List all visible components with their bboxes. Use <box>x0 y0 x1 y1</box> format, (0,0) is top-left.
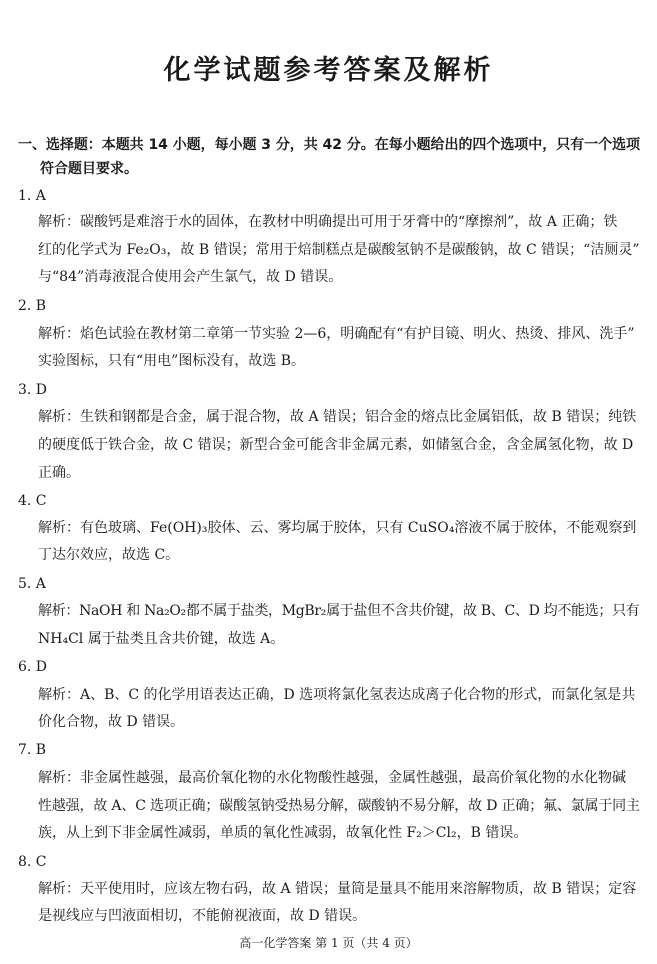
explanation-1-line-3: 与“84”消毒液混合使用会产生氯气，故 D 错误。 <box>38 269 343 285</box>
explanation-7-line-1: 解析：非金属性越强，最高价氧化物的水化物酸性越强，金属性越强，最高价氧化物的水化物碱 <box>38 770 626 786</box>
answer-6: 6. D <box>18 659 48 675</box>
answer-4: 4. C <box>18 493 47 509</box>
section-heading-line-1: 一、选择题：本题共 14 小题，每小题 3 分，共 42 分。在每小题给出的四个选项中，只有一个选项 <box>18 137 640 153</box>
explanation-6-line-2: 价化合物，故 D 错误。 <box>38 714 185 730</box>
explanation-2-line-1: 解析：焰色试验在教材第二章第一节实验 2—6，明确配有“有护目镜、明火、热烫、排风、洗手” <box>38 326 635 342</box>
answer-1: 1. A <box>18 188 46 204</box>
explanation-8-line-1: 解析：天平使用时，应该左物右码，故 A 错误；量筒是量具不能用来溶解物质，故 B 错误；定容 <box>38 881 637 897</box>
answer-5: 5. A <box>18 576 46 592</box>
explanation-1-line-2: 红的化学式为 Fe₂O₃，故 B 错误；常用于焙制糕点是碳酸氢钠不是碳酸钠，故 C 错误；“洁厕灵” <box>38 242 640 258</box>
page-title: 化学试题参考答案及解析 <box>163 55 494 86</box>
explanation-6-line-1: 解析：A、B、C 的化学用语表达正确，D 选项将氯化氢表达成离子化合物的形式，而氯化氢是共 <box>38 687 636 703</box>
answer-2: 2. B <box>18 298 47 314</box>
explanation-3-line-3: 正确。 <box>38 465 80 481</box>
explanation-4-line-2: 丁达尔效应，故选 C。 <box>38 547 180 563</box>
explanation-2-line-2: 实验图标，只有“用电”图标没有，故选 B。 <box>38 353 306 369</box>
explanation-3-line-2: 的硬度低于铁合金，故 C 错误；新型合金可能含非金属元素，如储氢合金，含金属氢化物，故 D <box>38 437 634 453</box>
answer-3: 3. D <box>18 382 48 398</box>
explanation-7-line-3: 族，从上到下非金属性减弱，单质的氧化性减弱，故氧化性 F₂＞Cl₂，B 错误。 <box>38 825 528 841</box>
explanation-3-line-1: 解析：生铁和钢都是合金，属于混合物，故 A 错误；铝合金的熔点比金属铝低，故 B 错误；纯铁 <box>38 409 637 425</box>
explanation-1-line-1: 解析：碳酸钙是难溶于水的固体，在教材中明确提出可用于牙膏中的“摩擦剂”，故 A 正确；铁 <box>38 214 618 230</box>
answer-8: 8. C <box>18 854 47 870</box>
explanation-7-line-2: 性越强，故 A、C 选项正确；碳酸氢钠受热易分解，碳酸钠不易分解，故 D 正确；氟、氯属于同主 <box>38 798 640 814</box>
explanation-4-line-1: 解析：有色玻璃、Fe(OH)₃胶体、云、雾均属于胶体，只有 CuSO₄溶液不属于胶体，不能观察到 <box>38 520 637 536</box>
answer-7: 7. B <box>18 742 47 758</box>
explanation-5-line-2: NH₄Cl 属于盐类且含共价键，故选 A。 <box>38 631 285 647</box>
section-heading-line-2: 符合题目要求。 <box>40 161 138 177</box>
page-footer: 高一化学答案 第 1 页（共 4 页） <box>239 936 418 950</box>
explanation-5-line-1: 解析：NaOH 和 Na₂O₂都不属于盐类，MgBr₂属于盐但不含共价键，故 B、C、D 均不能选；只有 <box>38 603 640 619</box>
explanation-8-line-2: 是视线应与凹液面相切，不能俯视液面，故 D 错误。 <box>38 908 367 924</box>
